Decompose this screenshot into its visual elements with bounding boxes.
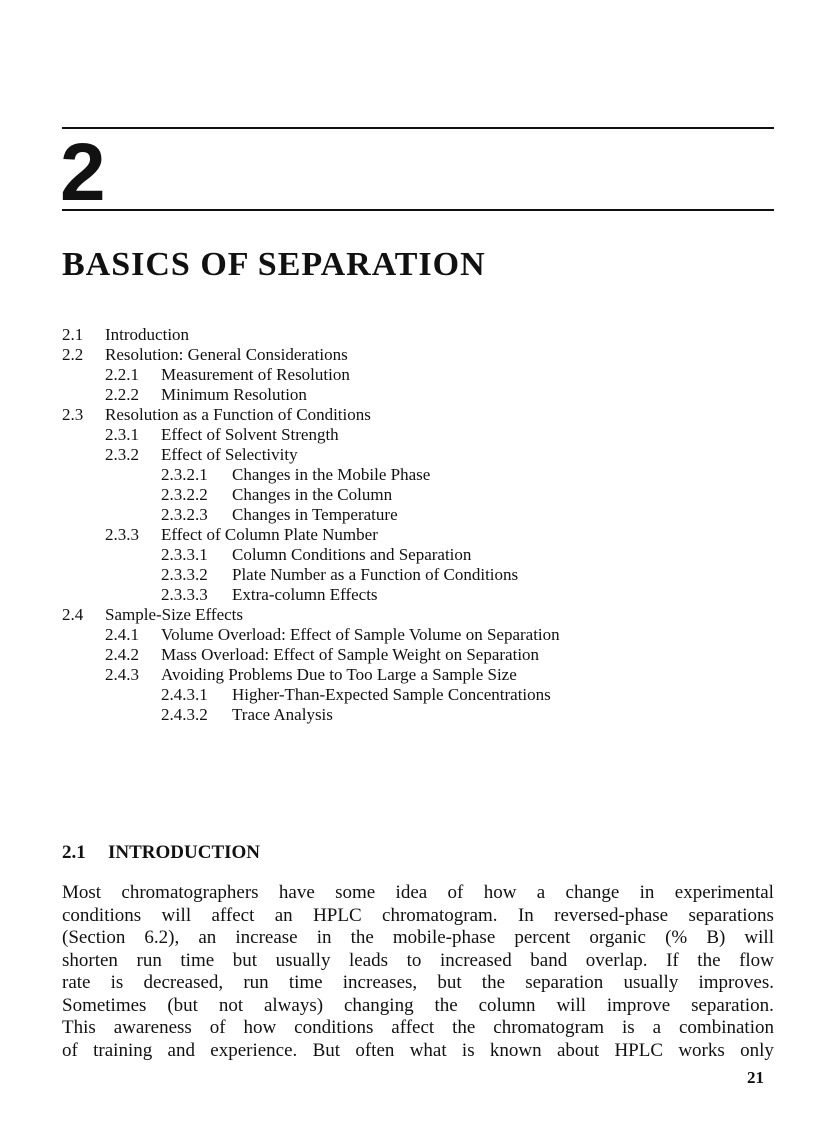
paragraph-line: rate is decreased, run time increases, but the separation usually improves.: [62, 972, 774, 993]
section-title: INTRODUCTION: [108, 842, 261, 863]
toc-entry-number: 2.3: [62, 405, 84, 424]
toc-entry-number: 2.2.2: [105, 385, 139, 404]
toc-entry-number: 2.3.3.2: [161, 565, 208, 584]
toc-entry: [62, 585, 774, 605]
toc-entry-number: 2.3.1: [105, 425, 139, 444]
paragraph-line: This awareness of how conditions affect the chromatogram is a combination: [62, 1017, 774, 1038]
toc-entry-title: Introduction: [105, 325, 190, 344]
toc-entry: [62, 525, 774, 545]
section-heading: [62, 841, 260, 865]
chapter-rule: [62, 209, 774, 211]
toc-entry: [62, 445, 774, 465]
toc-entry: [62, 465, 774, 485]
paragraph-line: (Section 6.2), an increase in the mobile-phase percent organic (% B) will: [62, 927, 774, 948]
toc-entry-title: Volume Overload: Effect of Sample Volume on Separation: [161, 625, 560, 644]
toc-entry-number: 2.4.3.2: [161, 705, 208, 724]
toc-entry-number: 2.4: [62, 605, 84, 624]
toc-entry-number: 2.4.3.1: [161, 685, 208, 704]
toc-entry-title: Avoiding Problems Due to Too Large a Sample Size: [161, 665, 517, 684]
toc-entry: [62, 385, 774, 405]
page-number: 21: [747, 1068, 764, 1087]
toc-entry: [62, 705, 774, 725]
toc-entry-number: 2.3.2.2: [161, 485, 208, 504]
toc-entry-number: 2.1: [62, 325, 84, 344]
toc-entry: [62, 345, 774, 365]
toc-entry-title: Mass Overload: Effect of Sample Weight on Separation: [161, 645, 540, 664]
toc-entry-number: 2.3.2.3: [161, 505, 208, 524]
toc-entry: [62, 505, 774, 525]
top-rule: [62, 127, 774, 129]
toc-entry-title: Extra-column Effects: [232, 585, 378, 604]
toc-entry: [62, 325, 774, 345]
toc-entry-number: 2.3.3.3: [161, 585, 208, 604]
body-paragraph: [62, 882, 774, 1062]
toc-entry-title: Resolution as a Function of Conditions: [105, 405, 371, 424]
toc-entry: [62, 665, 774, 685]
paragraph-line: Most chromatographers have some idea of how a change in experimental: [62, 882, 774, 903]
toc-entry: [62, 425, 774, 445]
toc-entry-title: Sample-Size Effects: [105, 605, 244, 624]
toc-entry-title: Changes in Temperature: [232, 505, 398, 524]
toc-entry: [62, 685, 774, 705]
chapter-title: BASICS OF SEPARATION: [62, 246, 486, 283]
chapter-number: 2: [60, 127, 106, 218]
toc-entry: [62, 545, 774, 565]
toc-entry-number: 2.4.1: [105, 625, 139, 644]
toc-entry-number: 2.4.3: [105, 665, 139, 684]
toc-entry-title: Plate Number as a Function of Conditions: [232, 565, 519, 584]
toc-entry-number: 2.4.2: [105, 645, 139, 664]
toc-entry-number: 2.2: [62, 345, 84, 364]
toc-entry-title: Effect of Solvent Strength: [161, 425, 339, 444]
toc-entry-title: Effect of Selectivity: [161, 445, 298, 464]
section-number: 2.1: [62, 842, 86, 863]
toc-entry-number: 2.3.2: [105, 445, 139, 464]
toc-entry-title: Resolution: General Considerations: [105, 345, 348, 364]
toc-entry: [62, 485, 774, 505]
paragraph-line: of training and experience. But often what is known about HPLC works only: [62, 1039, 774, 1061]
paragraph-line: Sometimes (but not always) changing the column will improve separation.: [62, 994, 774, 1016]
toc-entry-title: Changes in the Column: [232, 485, 393, 504]
toc-entry-title: Minimum Resolution: [161, 385, 307, 404]
toc-entry-title: Column Conditions and Separation: [232, 545, 472, 564]
toc-entry-title: Higher-Than-Expected Sample Concentrations: [232, 685, 551, 704]
table-of-contents: [62, 325, 774, 725]
toc-entry: [62, 625, 774, 645]
toc-entry: [62, 645, 774, 665]
toc-entry-number: 2.3.3.1: [161, 545, 208, 564]
toc-entry: [62, 365, 774, 385]
toc-entry: [62, 605, 774, 625]
paragraph-line: conditions will affect an HPLC chromatogram. In reversed-phase separations: [62, 904, 774, 926]
toc-entry-number: 2.3.2.1: [161, 465, 208, 484]
toc-entry: [62, 405, 774, 425]
toc-entry: [62, 565, 774, 585]
toc-entry-title: Measurement of Resolution: [161, 365, 350, 384]
toc-entry-title: Effect of Column Plate Number: [161, 525, 378, 544]
toc-entry-title: Trace Analysis: [232, 705, 333, 724]
toc-entry-title: Changes in the Mobile Phase: [232, 465, 431, 484]
paragraph-line: shorten run time but usually leads to increased band overlap. If the flow: [62, 949, 774, 971]
toc-entry-number: 2.3.3: [105, 525, 139, 544]
toc-entry-number: 2.2.1: [105, 365, 139, 384]
